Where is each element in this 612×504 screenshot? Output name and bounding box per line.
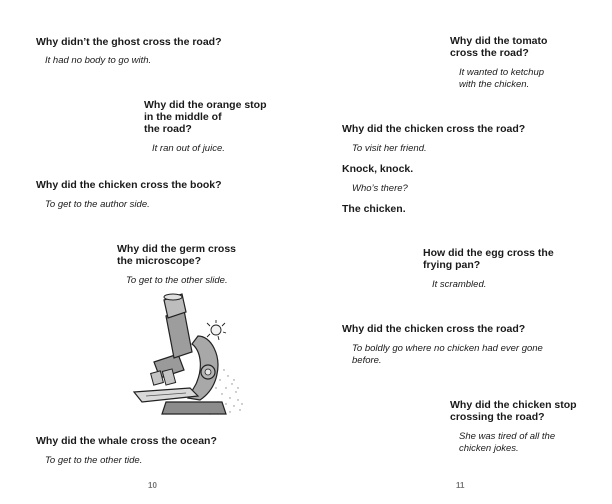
joke-question: Why did the chicken cross the road? — [342, 323, 526, 335]
knock-knock-line: Knock, knock. — [342, 163, 414, 175]
joke-question: Why did the chicken cross the road? — [342, 123, 526, 135]
page-number: 10 — [148, 481, 157, 490]
joke-answer: To get to the author side. — [45, 199, 150, 210]
microscope-icon — [126, 292, 246, 422]
knock-knock-line: The chicken. — [342, 203, 406, 215]
joke-answer: It scrambled. — [432, 279, 487, 290]
joke-answer: To get to the other tide. — [45, 455, 143, 466]
joke-answer: It ran out of juice. — [152, 143, 225, 154]
joke-answer: She was tired of all the chicken jokes. — [459, 431, 556, 454]
joke-question: Why did the chicken stop crossing the road? — [450, 399, 577, 423]
joke-answer: To boldly go where no chicken had ever gone before. — [352, 343, 543, 366]
joke-answer: It had no body to go with. — [45, 55, 152, 66]
joke-question: Why did the germ cross the microscope? — [117, 243, 237, 267]
joke-answer: To get to the other slide. — [126, 275, 228, 286]
joke-question: How did the egg cross the frying pan? — [423, 247, 554, 271]
joke-question: Why did the tomato cross the road? — [450, 35, 548, 59]
joke-answer: To visit her friend. — [352, 143, 427, 154]
page-number: 11 — [456, 481, 465, 490]
joke-question: Why did the chicken cross the book? — [36, 179, 222, 191]
joke-answer: It wanted to ketchup with the chicken. — [459, 67, 545, 90]
right-page — [306, 0, 612, 504]
knock-knock-line: Who’s there? — [352, 183, 408, 194]
joke-question: Why did the whale cross the ocean? — [36, 435, 217, 447]
joke-question: Why did the orange stop in the middle of the road? — [144, 99, 267, 135]
joke-question: Why didn’t the ghost cross the road? — [36, 36, 222, 48]
